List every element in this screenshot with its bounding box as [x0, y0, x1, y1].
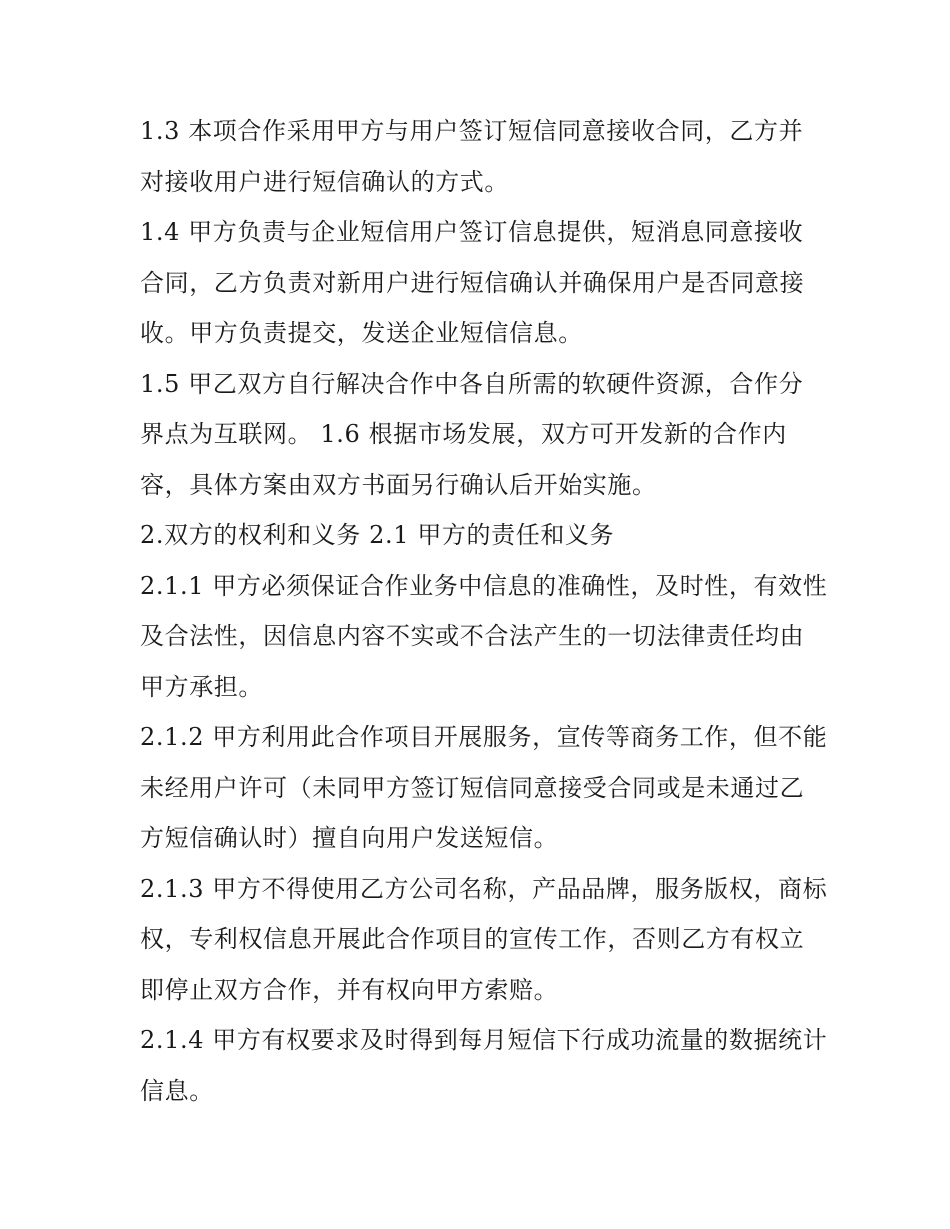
text-line: 对接收用户进行短信确认的方式。: [140, 167, 509, 196]
text-line: 2.1.2 甲方利用此合作项目开展服务，宣传等商务工作，但不能: [140, 723, 828, 751]
text-line: 权，专利权信息开展此合作项目的宣传工作，否则乙方有权立: [140, 925, 805, 953]
text-line: 甲方承担。: [140, 672, 263, 701]
document-body: [140, 106, 830, 1116]
text-line: 1.3 本项合作采用甲方与用户签订短信同意接收合同，乙方并: [140, 117, 804, 145]
text-line: 及合法性，因信息内容不实或不合法产生的一切法律责任均由: [140, 622, 805, 650]
text-line: 信息。: [140, 1076, 214, 1105]
text-line: 2.双方的权利和义务 2.1 甲方的责任和义务: [140, 521, 615, 549]
text-line: 合同，乙方负责对新用户进行短信确认并确保用户是否同意接: [140, 268, 805, 297]
text-line: 界点为互联网。 1.6 根据市场发展，双方可开发新的合作内: [140, 420, 787, 448]
text-line: 1.5 甲乙双方自行解决合作中各自所需的软硬件资源，合作分: [140, 369, 804, 398]
text-line: 收。甲方负责提交，发送企业短信信息。: [140, 319, 583, 347]
text-line: 容，具体方案由双方书面另行确认后开始实施。: [140, 470, 657, 499]
text-line: 2.1.1 甲方必须保证合作业务中信息的准确性，及时性，有效性: [140, 571, 828, 600]
text-line: 2.1.3 甲方不得使用乙方公司名称，产品品牌，服务版权，商标: [140, 874, 828, 903]
text-line: 方短信确认时）擅自向用户发送短信。: [140, 824, 559, 852]
text-line: 2.1.4 甲方有权要求及时得到每月短信下行成功流量的数据统计: [140, 1026, 828, 1054]
text-line: 未经用户许可（未同甲方签订短信同意接受合同或是未通过乙: [140, 773, 805, 802]
text-line: 即停止双方合作，并有权向甲方索赔。: [140, 975, 559, 1004]
text-line: 1.4 甲方负责与企业短信用户签订信息提供，短消息同意接收: [140, 218, 804, 246]
